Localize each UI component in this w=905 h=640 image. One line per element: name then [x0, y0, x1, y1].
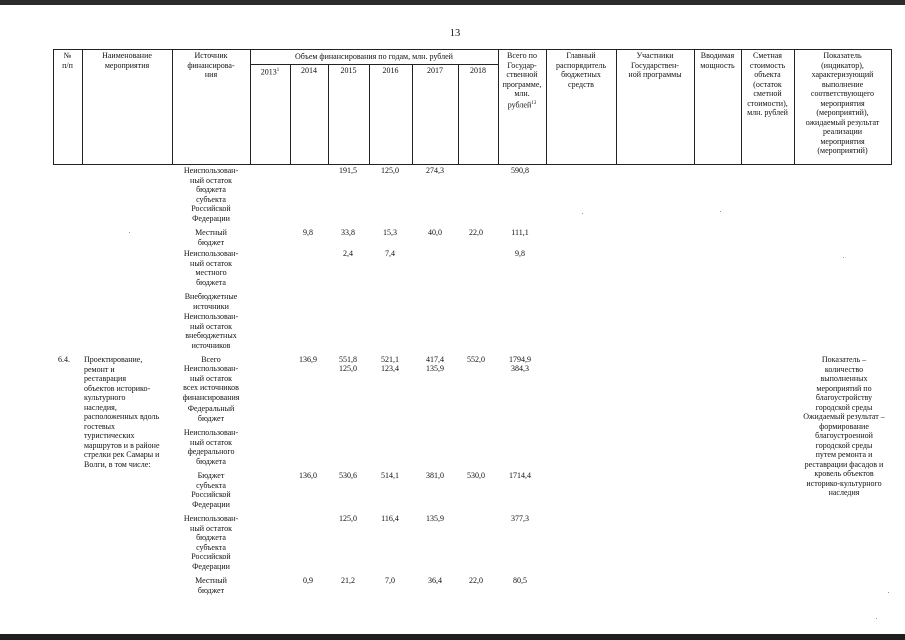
- row-source: Федеральный бюджет: [187, 404, 235, 423]
- row-source: Бюджет субъекта Российской Федерации: [191, 471, 231, 509]
- scan-speck: [582, 213, 583, 214]
- row-value-total: 1714,4: [509, 471, 531, 480]
- col-border: [412, 64, 413, 165]
- header-name: Наименование мероприятия: [102, 51, 152, 70]
- row-value-2018: 552,0: [467, 355, 485, 364]
- scan-edge-bottom: [0, 634, 905, 640]
- header-bottom-rule: [53, 164, 892, 165]
- row-value-2016: 7,4: [385, 249, 395, 258]
- row-value-total: 9,8: [515, 249, 525, 258]
- header-source: Источник финансирова- ния: [187, 51, 235, 79]
- row-source: Неиспользован- ный остаток бюджета субъекта Российской Федерации: [183, 514, 239, 571]
- row-source: Неиспользован- ный остаток внебюджетных источников: [183, 312, 239, 350]
- row-value-2017: 274,3: [426, 166, 444, 175]
- header-funding: Объем финансирования по годам, млн. рублей: [295, 52, 453, 61]
- row-value-2016: 116,4: [381, 514, 399, 523]
- item-indicator: Показатель – количество выполненных мероприятий по благоустройству городской среды Ожидаемый результат – формирование благоустроенной городской среды путем ремонта и реставрации фасадов и кровель объектов историко-культурного наследия: [803, 355, 885, 497]
- header-indicator: Показатель (индикатор), характеризующий выполнение соответствующего мероприятия (мероприятий), ожидаемый результат реализации мероприятия (мероприятий): [805, 51, 880, 155]
- col-border: [891, 49, 892, 165]
- row-source: Неиспользован- ный остаток местного бюджета: [183, 249, 239, 287]
- header-year-2017: 2017: [427, 66, 443, 75]
- row-value-2018: 22,0: [469, 228, 483, 237]
- header-top-rule: [53, 49, 892, 50]
- row-value-2017: 417,4: [426, 355, 444, 364]
- row-value-2014: 136,9: [299, 355, 317, 364]
- header-year-2018: 2018: [470, 66, 486, 75]
- row-value-2014: 0,9: [303, 576, 313, 585]
- row-value-2015: 2,4: [343, 249, 353, 258]
- item-number: 6.4.: [58, 355, 70, 364]
- row-value-2016: 7,0: [385, 576, 395, 585]
- header-year-2015: 2015: [340, 66, 357, 75]
- scan-speck: [843, 257, 844, 258]
- scan-speck: [720, 211, 721, 212]
- item-title: Проектирование, ремонт и реставрация объектов историко- культурного наследия, расположенных вдоль гостевых туристических маршрутов и в районе стрелки рек Самары и Волги, в том числе:: [84, 355, 160, 469]
- row-value-2014: 9,8: [303, 228, 313, 237]
- row-source: Внебюджетные источники: [184, 292, 238, 311]
- scan-speck: [888, 592, 889, 593]
- row-value-2015: 21,2: [341, 576, 355, 585]
- row-value-2018: 530,0: [467, 471, 485, 480]
- header-capacity: Вводимая мощность: [700, 51, 735, 70]
- row-value-2015: 125,0: [339, 364, 357, 373]
- row-value-2015: 125,0: [339, 514, 357, 523]
- header-year-2013: 2013$^1$: [260, 67, 280, 77]
- header-num: № п/п: [62, 51, 73, 70]
- row-value-2017: 381,0: [426, 471, 444, 480]
- row-source: Всего: [201, 355, 221, 364]
- row-value-total: 80,5: [513, 576, 527, 585]
- header-distributor: Главный распорядитель бюджетных средств: [555, 51, 607, 89]
- row-source: Местный бюджет: [195, 576, 227, 595]
- scan-edge-top: [0, 0, 905, 5]
- row-value-2014: 136,0: [299, 471, 317, 480]
- scan-speck: [129, 232, 130, 233]
- header-year-2016: 2016: [382, 66, 399, 75]
- row-value-2016: 123,4: [381, 364, 399, 373]
- row-value-2016: 521,1: [381, 355, 399, 364]
- row-source: Неиспользован- ный остаток всех источников финансирования: [182, 364, 240, 402]
- row-value-2017: 135,9: [426, 364, 444, 373]
- row-value-2016: 15,3: [383, 228, 397, 237]
- row-value-total: 111,1: [511, 228, 529, 237]
- col-border: [290, 64, 291, 165]
- col-border: [369, 64, 370, 165]
- header-year-2014: 2014: [301, 66, 317, 75]
- row-value-2017: 135,9: [426, 514, 444, 523]
- header-participants: Участники Государствен- ной программы: [628, 51, 682, 79]
- row-value-total: 1794,9: [509, 355, 531, 364]
- row-value-2017: 40,0: [428, 228, 442, 237]
- row-value-2016: 514,1: [381, 471, 399, 480]
- row-value-total: 377,3: [511, 514, 529, 523]
- row-value-2018: 22,0: [469, 576, 483, 585]
- header-years-rule: [250, 64, 498, 65]
- header-total: Всего по Государ- ственной программе, млн. рублей$^{13}$: [502, 51, 542, 110]
- col-border: [458, 64, 459, 165]
- row-value-2015: 191,5: [339, 166, 357, 175]
- row-source: Неиспользован- ный остаток бюджета субъекта Российской Федерации: [183, 166, 239, 223]
- row-value-2015: 530,6: [339, 471, 357, 480]
- header-estimate: Сметная стоимость объекта (остаток сметной стоимости), млн. рублей: [747, 51, 788, 117]
- row-value-2017: 36,4: [428, 576, 442, 585]
- row-value-2015: 33,8: [341, 228, 355, 237]
- row-source: Неиспользован- ный остаток федерального бюджета: [183, 428, 239, 466]
- row-value-total: 590,8: [511, 166, 529, 175]
- row-value-2016: 125,0: [381, 166, 399, 175]
- row-value-total: 384,3: [511, 364, 529, 373]
- col-border: [328, 64, 329, 165]
- page-number: 13: [449, 28, 461, 39]
- row-value-2015: 551,8: [339, 355, 357, 364]
- scan-speck: [876, 618, 877, 619]
- row-source: Местный бюджет: [195, 228, 227, 247]
